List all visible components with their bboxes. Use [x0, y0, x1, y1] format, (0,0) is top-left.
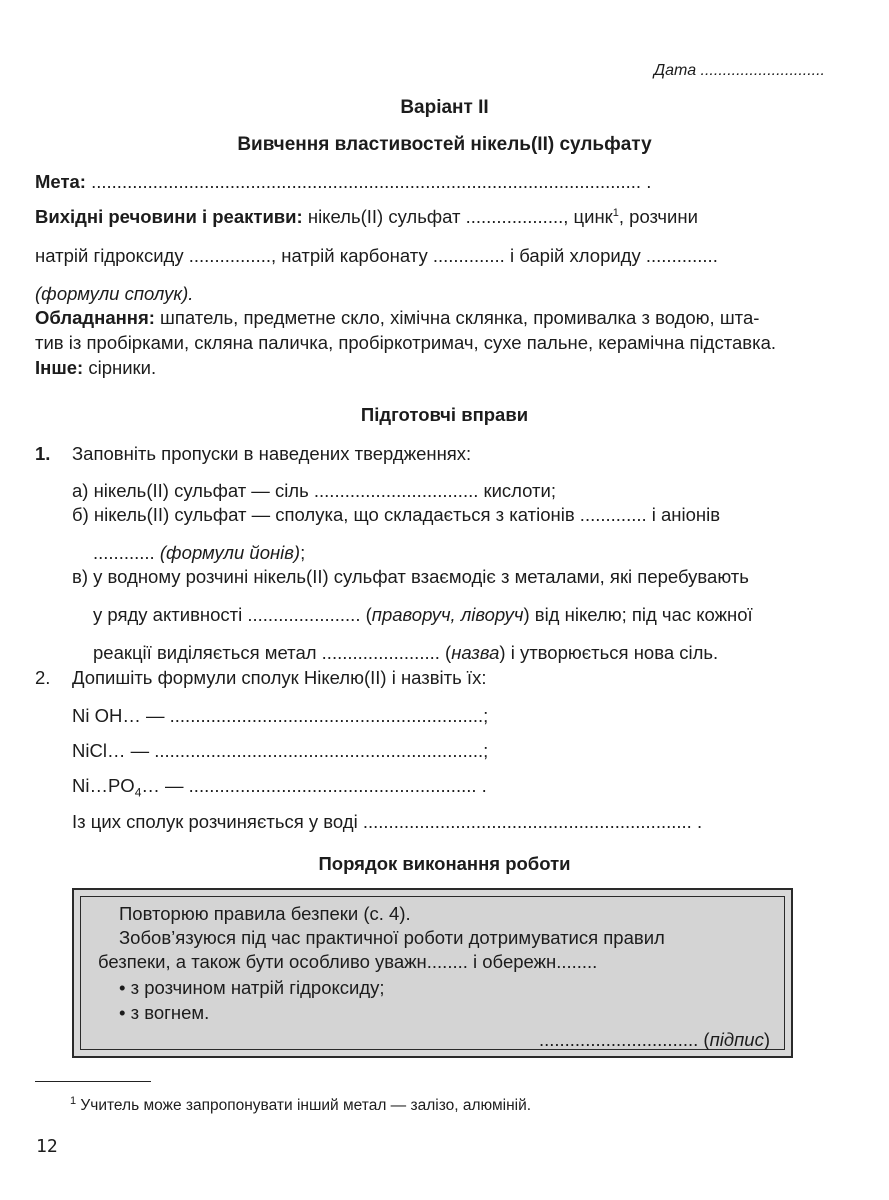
signature-line: [539, 1029, 770, 1051]
signature-blank: ............................... (: [538, 1029, 710, 1050]
task-1-item-v-cont-1: [93, 604, 753, 626]
equipment-line-1: [35, 307, 759, 329]
safety-line-3: безпеки, а також бути особливо уважн........ і обережн........: [98, 951, 598, 972]
direction-hint: праворуч, ліворуч: [371, 604, 524, 625]
task-1-item-v: в) у водному розчині нікель(II) сульфат взаємодіє з металами, які перебувають: [72, 566, 749, 587]
reagents-text-end: , розчини: [618, 206, 698, 227]
safety-item-fire: • з вогнем.: [119, 1002, 210, 1023]
task-1-item-v-cont-2: [93, 642, 718, 664]
metal-blank: реакції виділяється метал ....................... (: [93, 642, 452, 663]
ions-blank: ............: [93, 542, 160, 563]
soluble-question: Із цих сполук розчиняється у воді ................................................................ .: [72, 811, 703, 832]
other-text: сірники.: [83, 357, 157, 378]
task-2-text: Допишіть формули сполук Нікелю(II) і назвіть їх:: [72, 667, 487, 688]
safety-item-naoh: • з розчином натрій гідроксиду;: [119, 977, 385, 998]
name-hint: назва: [451, 642, 500, 663]
page-title: Вивчення властивостей нікель(II) сульфату: [237, 134, 652, 155]
variant-heading: Варіант II: [400, 97, 489, 118]
task-1-text: Заповніть пропуски в наведених твердженнях:: [72, 443, 472, 464]
metal-end: ) і утворюється нова сіль.: [499, 642, 719, 663]
activity-end: ) від нікелю; під час кожної: [523, 604, 753, 625]
task-2-number: 2.: [35, 667, 51, 688]
task-1-item-b: б) нікель(II) сульфат — сполука, що складається з катіонів ............. і аніонів: [72, 504, 721, 525]
reagents-line-2: натрій гідроксиду ................, натрій карбонату .............. і барій хлориду ..............: [35, 245, 718, 266]
footnote-rule: [35, 1081, 151, 1082]
date-field: Дата ............................: [653, 62, 825, 79]
phosphate-subscript: 4: [134, 785, 142, 800]
procedure-heading: Порядок виконання роботи: [318, 853, 571, 874]
reagents-label: Вихідні речовини і реактиви:: [35, 206, 303, 227]
safety-box-inner: [80, 896, 785, 1050]
signature-end: ): [763, 1029, 770, 1050]
reagents-text: нікель(II) сульфат ..................., цинк: [302, 206, 613, 227]
other-label: Інше:: [35, 357, 84, 378]
footnote: [70, 1095, 531, 1115]
task-1-item-b-cont: [93, 542, 305, 564]
formula-hydroxide: Ni OH… — .............................................................;: [72, 705, 489, 726]
signature-hint: підпис: [709, 1029, 764, 1050]
formula-phosphate: [72, 775, 487, 800]
equipment-label: Обладнання:: [35, 307, 155, 328]
goal-label: Мета:: [35, 171, 86, 192]
task-1-number: 1.: [35, 443, 51, 464]
activity-blank: у ряду активності ...................... (: [93, 604, 372, 625]
page-number: 12: [36, 1136, 58, 1157]
safety-line-1: Повторюю правила безпеки (с. 4).: [119, 903, 411, 924]
reagents-line-1: [35, 206, 825, 228]
formula-chloride: NiCl… — ................................................................;: [72, 740, 489, 761]
prep-heading: Підготовчі вправи: [360, 404, 529, 425]
goal-line: [35, 171, 651, 193]
safety-line-2: Зобов’язуюся під час практичної роботи дотримуватися правил: [119, 927, 665, 948]
task-1-item-a: а) нікель(II) сульфат — сіль ................................ кислоти;: [72, 480, 557, 501]
other-line: [35, 357, 156, 379]
goal-blank: ........................................................................................................... .: [85, 171, 652, 192]
ions-hint: (формули йонів): [159, 542, 301, 563]
reagents-line-3: (формули сполук).: [35, 283, 194, 304]
phosphate-end: … — ........................................................ .: [141, 775, 487, 796]
equipment-text: шпатель, предметне скло, хімічна склянка, промивалка з водою, шта-: [154, 307, 760, 328]
footnote-ref: 1: [612, 206, 619, 219]
footnote-marker: 1: [70, 1095, 77, 1107]
safety-box: [72, 888, 793, 1058]
equipment-line-2: тив із пробірками, скляна паличка, пробіркотримач, сухе пальне, керамічна підставка.: [35, 332, 777, 353]
ions-end: ;: [300, 542, 306, 563]
footnote-text: Учитель може запропонувати інший метал — залізо, алюміній.: [76, 1097, 532, 1115]
phosphate-start: Ni…PO: [72, 775, 135, 796]
